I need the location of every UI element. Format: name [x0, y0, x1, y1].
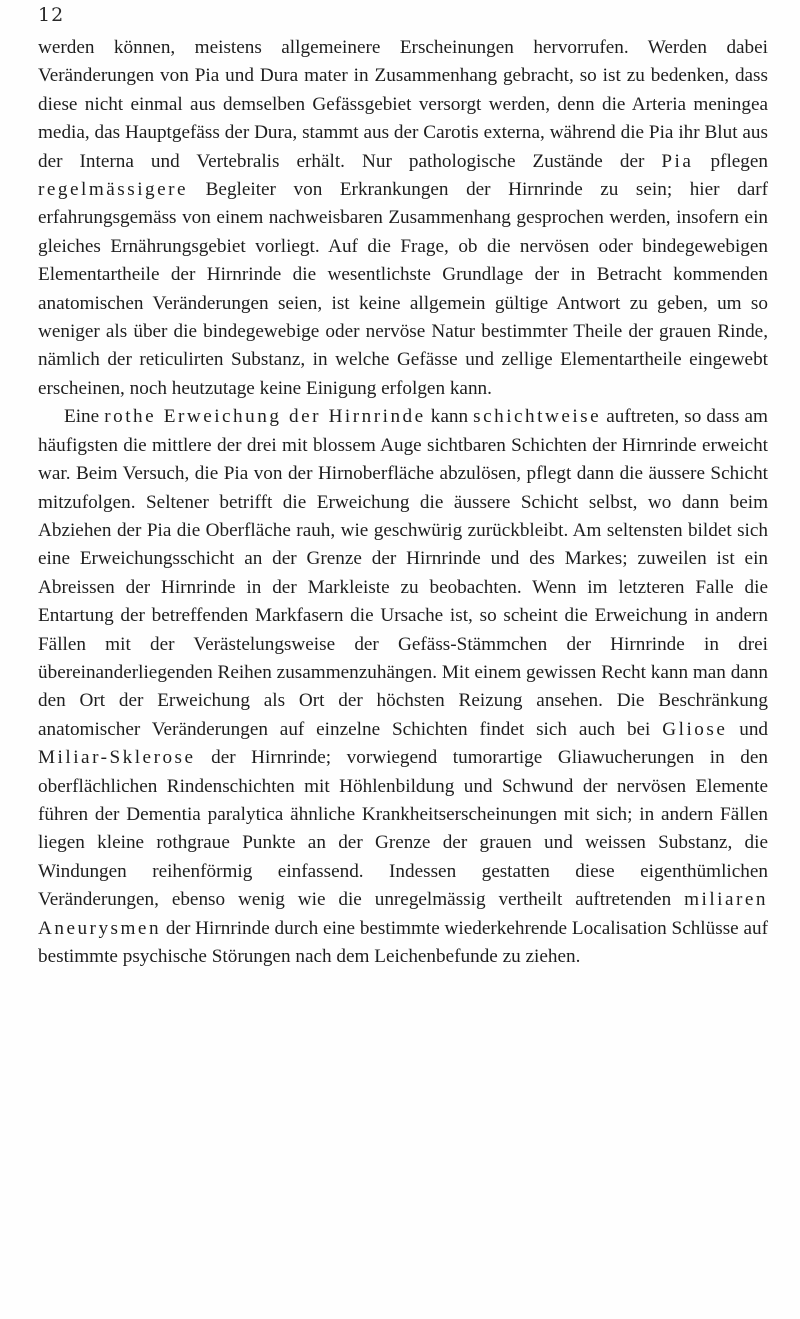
text-run: Eine — [64, 406, 105, 428]
page-number: 12 — [38, 4, 65, 26]
paragraph — [38, 34, 768, 403]
text-run: kann — [425, 406, 474, 428]
text-run: auftreten, so dass am häufigsten die mittlere der drei mit blossem Auge sichtbaren Schichten der Hirnrinde erweicht war. Beim Versuch, die Pia von der Hirnoberfläche abzulösen, pflegt dann die äussere Schicht mitzufolgen. Seltener betrifft die Erweichung die äussere Schicht selbst, wo dann beim Abziehen der Pia die Oberfläche rauh, wie geschwürig zurückbleibt. Am seltensten bildet sich eine Erweichungsschicht an der Grenze der Hirnrinde und des Markes; zuweilen ist ein Abreissen der Hirnrinde in der Markleiste zu beobachten. Wenn im letzteren Falle die Entartung der betreffenden Markfasern die Ursache ist, so scheint die Erweichung in andern Fällen mit der Verästelungsweise der Gefäss-Stämmchen der Hirnrinde in drei übereinanderliegenden Reihen zusammenzuhängen. Mit einem gewissen Recht kann man dann den Ort der Erweichung als Ort der höchsten Reizung ansehen. Die Beschränkung anatomischer Veränderungen auf einzelne Schichten findet sich auch bei — [38, 406, 768, 740]
text-run: Begleiter von Erkrankungen der Hirnrinde zu sein; hier darf erfahrungsgemäss von einem nachweisbaren Zusammenhang gesprochen werden, insofern ein gleiches Ernährungsgebiet vorliegt. Auf die Frage, ob die nervösen oder bindegewebigen Elementartheile der Hirnrinde die wesentlichste Grundlage der in Betracht kommenden anatomischen Veränderungen seien, ist keine allgemein gültige Antwort zu geben, um so weniger als über die bindegewebige oder nervöse Natur bestimmter Theile der grauen Rinde, nämlich der reticulirten Substanz, in welche Gefässe und zellige Elementartheile eingewebt erscheinen, noch heutzutage keine Einigung erfolgen kann. — [38, 179, 768, 399]
emphasized-term: Pia — [661, 150, 694, 172]
emphasized-term: miliaren Aneurysmen — [38, 889, 768, 939]
body-text — [38, 34, 768, 971]
text-run: pflegen — [693, 150, 768, 172]
text-run: der Hirnrinde durch eine bestimmte wiederkehrende Localisation Schlüsse auf bestimmte psychische Störungen nach dem Leichenbefunde zu ziehen. — [38, 917, 768, 967]
text-run: der Hirnrinde; vorwiegend tumorartige Gliawucherungen in den oberflächlichen Rindenschichten mit Höhlenbildung und Schwund der nervösen Elemente führen der Dementia paralytica ähnliche Krankheitserscheinungen mit sich; in andern Fällen liegen kleine rothgraue Punkte an der Grenze der grauen und weissen Substanz, die Windungen reihenförmig einfassend. Indessen gestatten diese eigenthümlichen Veränderungen, ebenso wenig wie die unregelmässig vertheilt auftretenden — [38, 747, 768, 911]
emphasized-term: Miliar-Sklerose — [38, 747, 196, 769]
text-run: und — [727, 718, 769, 740]
emphasized-term: Gliose — [662, 718, 728, 740]
text-run: werden können, meistens allgemeinere Erscheinungen hervorrufen. Werden dabei Veränderungen von Pia und Dura mater in Zusammenhang gebracht, so ist zu bedenken, dass diese nicht einmal aus demselben Gefässgebiet versorgt werden, denn die Arteria meningea media, das Hauptgefäss der Dura, stammt aus der Carotis externa, während die Pia ihr Blut aus der Interna und Vertebralis erhält. Nur pathologische Zustände der — [38, 37, 768, 172]
emphasized-term: regelmässigere — [38, 179, 189, 201]
paragraph — [38, 403, 768, 971]
emphasized-term: rothe Erweichung der Hirnrinde — [104, 406, 426, 428]
emphasized-term: schichtweise — [473, 406, 602, 428]
